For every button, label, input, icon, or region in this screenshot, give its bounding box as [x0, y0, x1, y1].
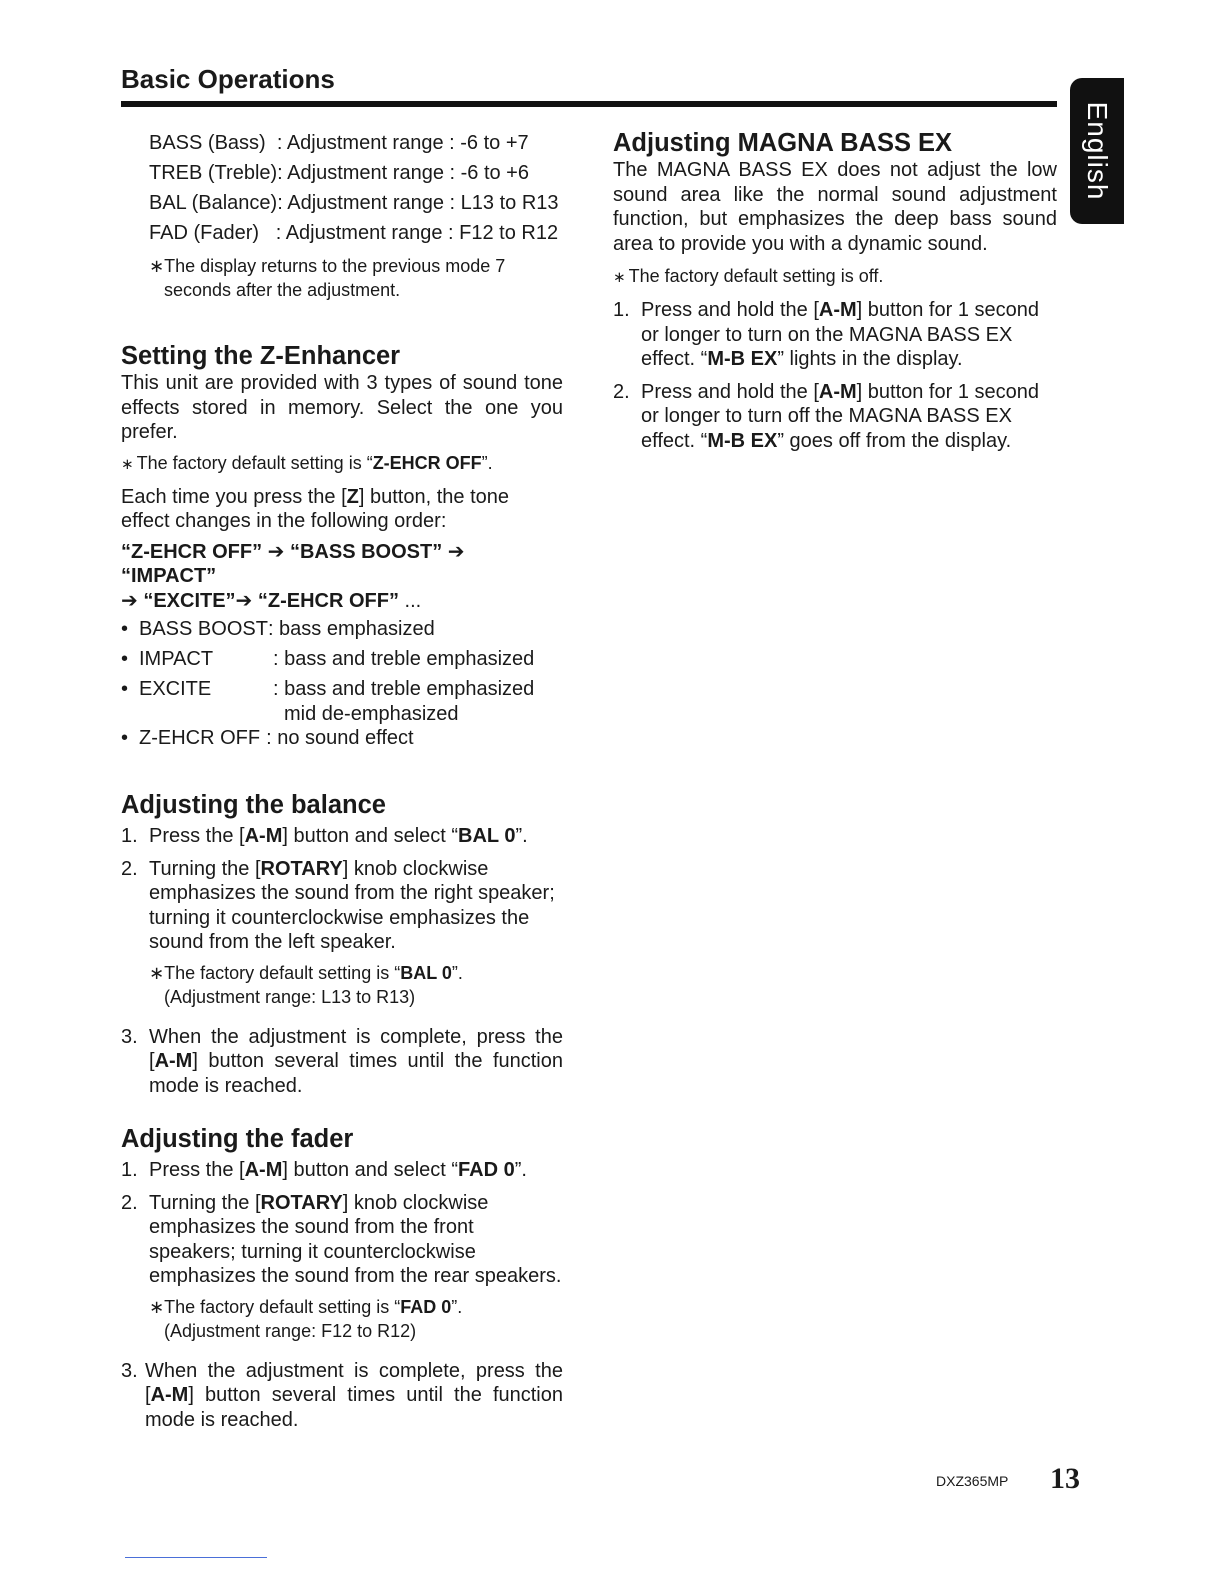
z-button-instruction: Each time you press the [Z] button, the tone effect changes in the following order:: [121, 485, 510, 532]
magna-steps: [613, 298, 1057, 453]
fader-steps: [121, 1158, 563, 1432]
list-item: 3. When the adjustment is complete, press the [A-M] button several times until the function mode is reached.: [121, 1359, 563, 1431]
magna-note: ∗ The factory default setting is off.: [613, 266, 884, 286]
tone-effect-list: [121, 617, 563, 756]
footer-rule: [125, 1557, 267, 1558]
list-item: • BASS BOOST : bass emphasized: [121, 618, 435, 640]
range-row: BASS (Bass) : Adjustment range : -6 to +7: [149, 131, 529, 154]
list-item: 1. Press and hold the [A-M] button for 1 second or longer to turn on the MAGNA BASS EX effect. “M-B EX” lights in the display.: [613, 299, 1039, 370]
list-item: 2. Press and hold the [A-M] button for 1 second or longer to turn off the MAGNA BASS EX effect. “M-B EX” goes off from the display.: [613, 380, 1039, 452]
left-column: [121, 128, 563, 1440]
range-row: FAD (Fader) : Adjustment range : F12 to R12: [149, 221, 559, 244]
list-item: • IMPACT : bass and treble emphasized: [121, 648, 535, 670]
right-column: [613, 128, 1057, 461]
range-row: TREB (Treble) : Adjustment range : -6 to +6: [149, 161, 529, 184]
fader-heading: Adjusting the fader: [121, 1125, 354, 1153]
tone-order: “Z-EHCR OFF” ➔ “BASS BOOST” ➔ “IMPACT” ➔ “EXCITE”➔ “Z-EHCR OFF” ...: [121, 540, 465, 612]
language-tab: [1070, 78, 1124, 224]
list-item: 1. Press the [A-M] button and select “FAD 0”.: [121, 1159, 527, 1181]
magna-heading: Adjusting MAGNA BASS EX: [613, 129, 953, 157]
list-item: 2. Turning the [ROTARY] knob clockwise emphasizes the sound from the front speakers; turning it counterclockwise emphasizes the sound from the rear speakers. ∗The factory default setting is “FAD 0”. (Adjustment range: F12 to R12): [121, 1191, 562, 1341]
page-title: Basic Operations: [121, 64, 335, 94]
balance-heading: Adjusting the balance: [121, 791, 386, 819]
z-enhancer-heading: Setting the Z-Enhancer: [121, 342, 401, 370]
page-number: 13: [1050, 1462, 1080, 1495]
range-note: ∗The display returns to the previous mode 7 seconds after the adjustment.: [149, 256, 506, 300]
magna-intro: The MAGNA BASS EX does not adjust the low sound area like the normal sound adjustment function, but emphasizes the deep bass sound area to provide you with a dynamic sound.: [613, 159, 1057, 255]
list-item: 3. When the adjustment is complete, press the [A-M] button several times until the function mode is reached.: [121, 1025, 563, 1097]
header-rule: [121, 101, 1057, 107]
list-item: 1. Press the [A-M] button and select “BAL 0”.: [121, 825, 528, 847]
language-tab-label: English: [1082, 101, 1113, 201]
list-item: • EXCITE : bass and treble emphasized mid de-emphasized: [121, 678, 535, 725]
balance-steps: [121, 824, 563, 1098]
z-enhancer-intro: This unit are provided with 3 types of sound tone effects stored in memory. Select the one you prefer.: [121, 372, 563, 443]
list-item: • Z-EHCR OFF : no sound effect: [121, 727, 414, 749]
model-number: DXZ365MP: [936, 1473, 1009, 1489]
z-enhancer-note: ∗ The factory default setting is “Z-EHCR OFF”.: [121, 452, 493, 473]
list-item: 2. Turning the [ROTARY] knob clockwise emphasizes the sound from the right speaker; turning it counterclockwise emphasizes the sound from the left speaker. ∗The factory default setting is “BAL 0”. (Adjustment range: L13 to R13): [121, 857, 555, 1007]
range-row: BAL (Balance) : Adjustment range : L13 to R13: [149, 191, 559, 214]
adjustment-range-list: [149, 128, 563, 248]
